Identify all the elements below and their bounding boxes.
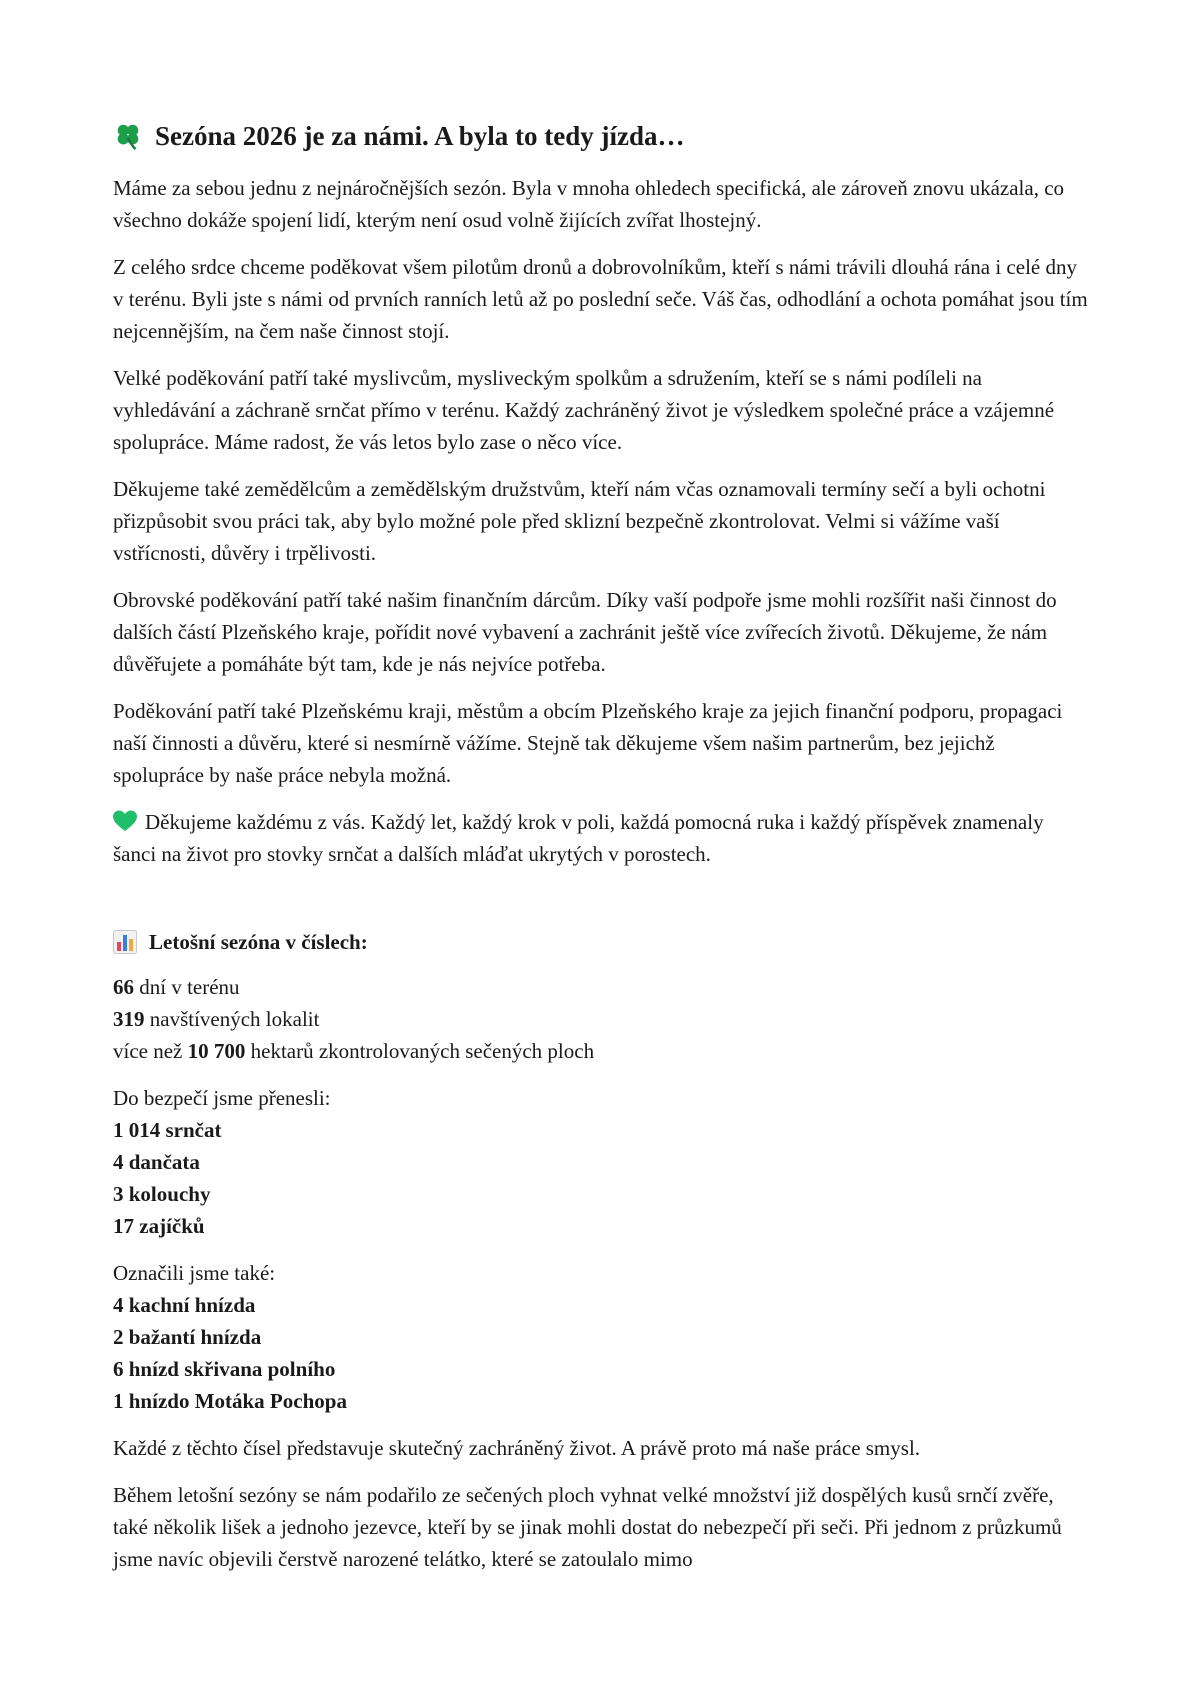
list-item: 3 kolouchy — [113, 1182, 211, 1206]
marked-list — [113, 1257, 1088, 1417]
paragraph-pilots: Z celého srdce chceme poděkovat všem pilotům dronů a dobrovolníkům, kteří s námi trávili dlouhá rána i celé dny v terénu. Byli jste s námi od prvních ranních letů až po poslední seče. Váš čas, odhodlání a ochota pomáhat jsou tím nejcennějším, na čem naše činnost stojí. — [113, 255, 1088, 343]
stat-area-value: 10 700 — [187, 1039, 246, 1063]
four-leaf-clover-icon — [113, 121, 143, 151]
list-item: 2 bažantí hnízda — [113, 1325, 262, 1349]
marked-heading: Označili jsme také: — [113, 1261, 276, 1285]
stats-summary — [113, 971, 1088, 1067]
stat-area-label: hektarů zkontrolovaných sečených ploch — [245, 1039, 595, 1063]
stats-heading — [113, 926, 1088, 958]
paragraph-region: Poděkování patří také Plzeňskému kraji, městům a obcím Plzeňského kraje za jejich finanční podporu, propagaci naší činnosti a důvěru, které si nesmírně vážíme. Stejně tak děkujeme všem našim partnerům, bez jejichž spolupráce by naše práce nebyla možná. — [113, 699, 1063, 787]
stats-heading-text: Letošní sezóna v číslech: — [149, 930, 368, 954]
stat-days-label: dní v terénu — [134, 975, 240, 999]
page-title — [113, 118, 1088, 154]
list-item: 1 014 srnčat — [113, 1118, 222, 1142]
page-title-text: Sezóna 2026 je za námi. A byla to tedy jízda… — [155, 121, 685, 151]
thanks-text: Děkujeme každému z vás. Každý let, každý krok v poli, každá pomocná ruka i každý příspěvek znamenaly šanci na život pro stovky srnčat a dalších mláďat ukrytých v porostech. — [113, 810, 1044, 866]
stat-area — [113, 1035, 1088, 1067]
list-item: 17 zajíčků — [113, 1214, 205, 1238]
stat-locations — [113, 1003, 1088, 1035]
paragraph-hunters: Velké poděkování patří také myslivcům, mysliveckým spolkům a sdružením, kteří se s námi podíleli na vyhledávání a záchraně srnčat přímo v terénu. Každý zachráněný život je výsledkem společné práce a vzájemné spolupráce. Máme radost, že vás letos bylo zase o něco více. — [113, 366, 1055, 454]
paragraph-thanks — [113, 806, 1088, 870]
paragraph-adults: Během letošní sezóny se nám podařilo ze sečených ploch vyhnat velké množství již dospělých kusů srnčí zvěře, také několik lišek a jednoho jezevce, kteří by se jinak mohli dostat do nebezpečí při seči. Při jednom z průzkumů jsme navíc objevili čerstvě narozené telátko, které se zatoulalo mimo — [113, 1483, 1062, 1571]
paragraph-farmers: Děkujeme také zemědělcům a zemědělským družstvům, kteří nám včas oznamovali termíny sečí a byli ochotni přizpůsobit svou práci tak, aby bylo možné pole před sklizní bezpečně zkontrolovat. Velmi si vážíme vaší vstřícnosti, důvěry i trpělivosti. — [113, 477, 1046, 565]
bar-chart-icon — [113, 930, 137, 954]
paragraph-donors: Obrovské poděkování patří také našim finančním dárcům. Díky vaší podpoře jsme mohli rozšířit naši činnost do dalších částí Plzeňského kraje, pořídit nové vybavení a zachránit ještě více zvířecích životů. Děkujeme, že nám důvěřujete a pomáháte být tam, kde je nás nejvíce potřeba. — [113, 588, 1057, 676]
stat-area-prefix: více než — [113, 1039, 188, 1063]
rescued-list — [113, 1082, 1088, 1242]
list-item: 4 dančata — [113, 1150, 200, 1174]
paragraph-intro: Máme za sebou jednu z nejnáročnějších sezón. Byla v mnoha ohledech specifická, ale zároveň znovu ukázala, co všechno dokáže spojení lidí, kterým není osud volně žijících zvířat lhostejný. — [113, 176, 1065, 232]
document-content — [113, 118, 1088, 1590]
stat-locations-label: navštívených lokalit — [144, 1007, 320, 1031]
rescued-heading: Do bezpečí jsme přenesli: — [113, 1086, 331, 1110]
stat-days-value: 66 — [113, 975, 134, 999]
green-heart-icon — [113, 810, 137, 832]
stat-locations-value: 319 — [113, 1007, 145, 1031]
list-item: 4 kachní hnízda — [113, 1293, 256, 1317]
stat-days — [113, 971, 1088, 1003]
list-item: 6 hnízd skřivana polního — [113, 1357, 336, 1381]
paragraph-meaning: Každé z těchto čísel představuje skutečný zachráněný život. A právě proto má naše práce smysl. — [113, 1436, 921, 1460]
list-item: 1 hnízdo Motáka Pochopa — [113, 1389, 347, 1413]
